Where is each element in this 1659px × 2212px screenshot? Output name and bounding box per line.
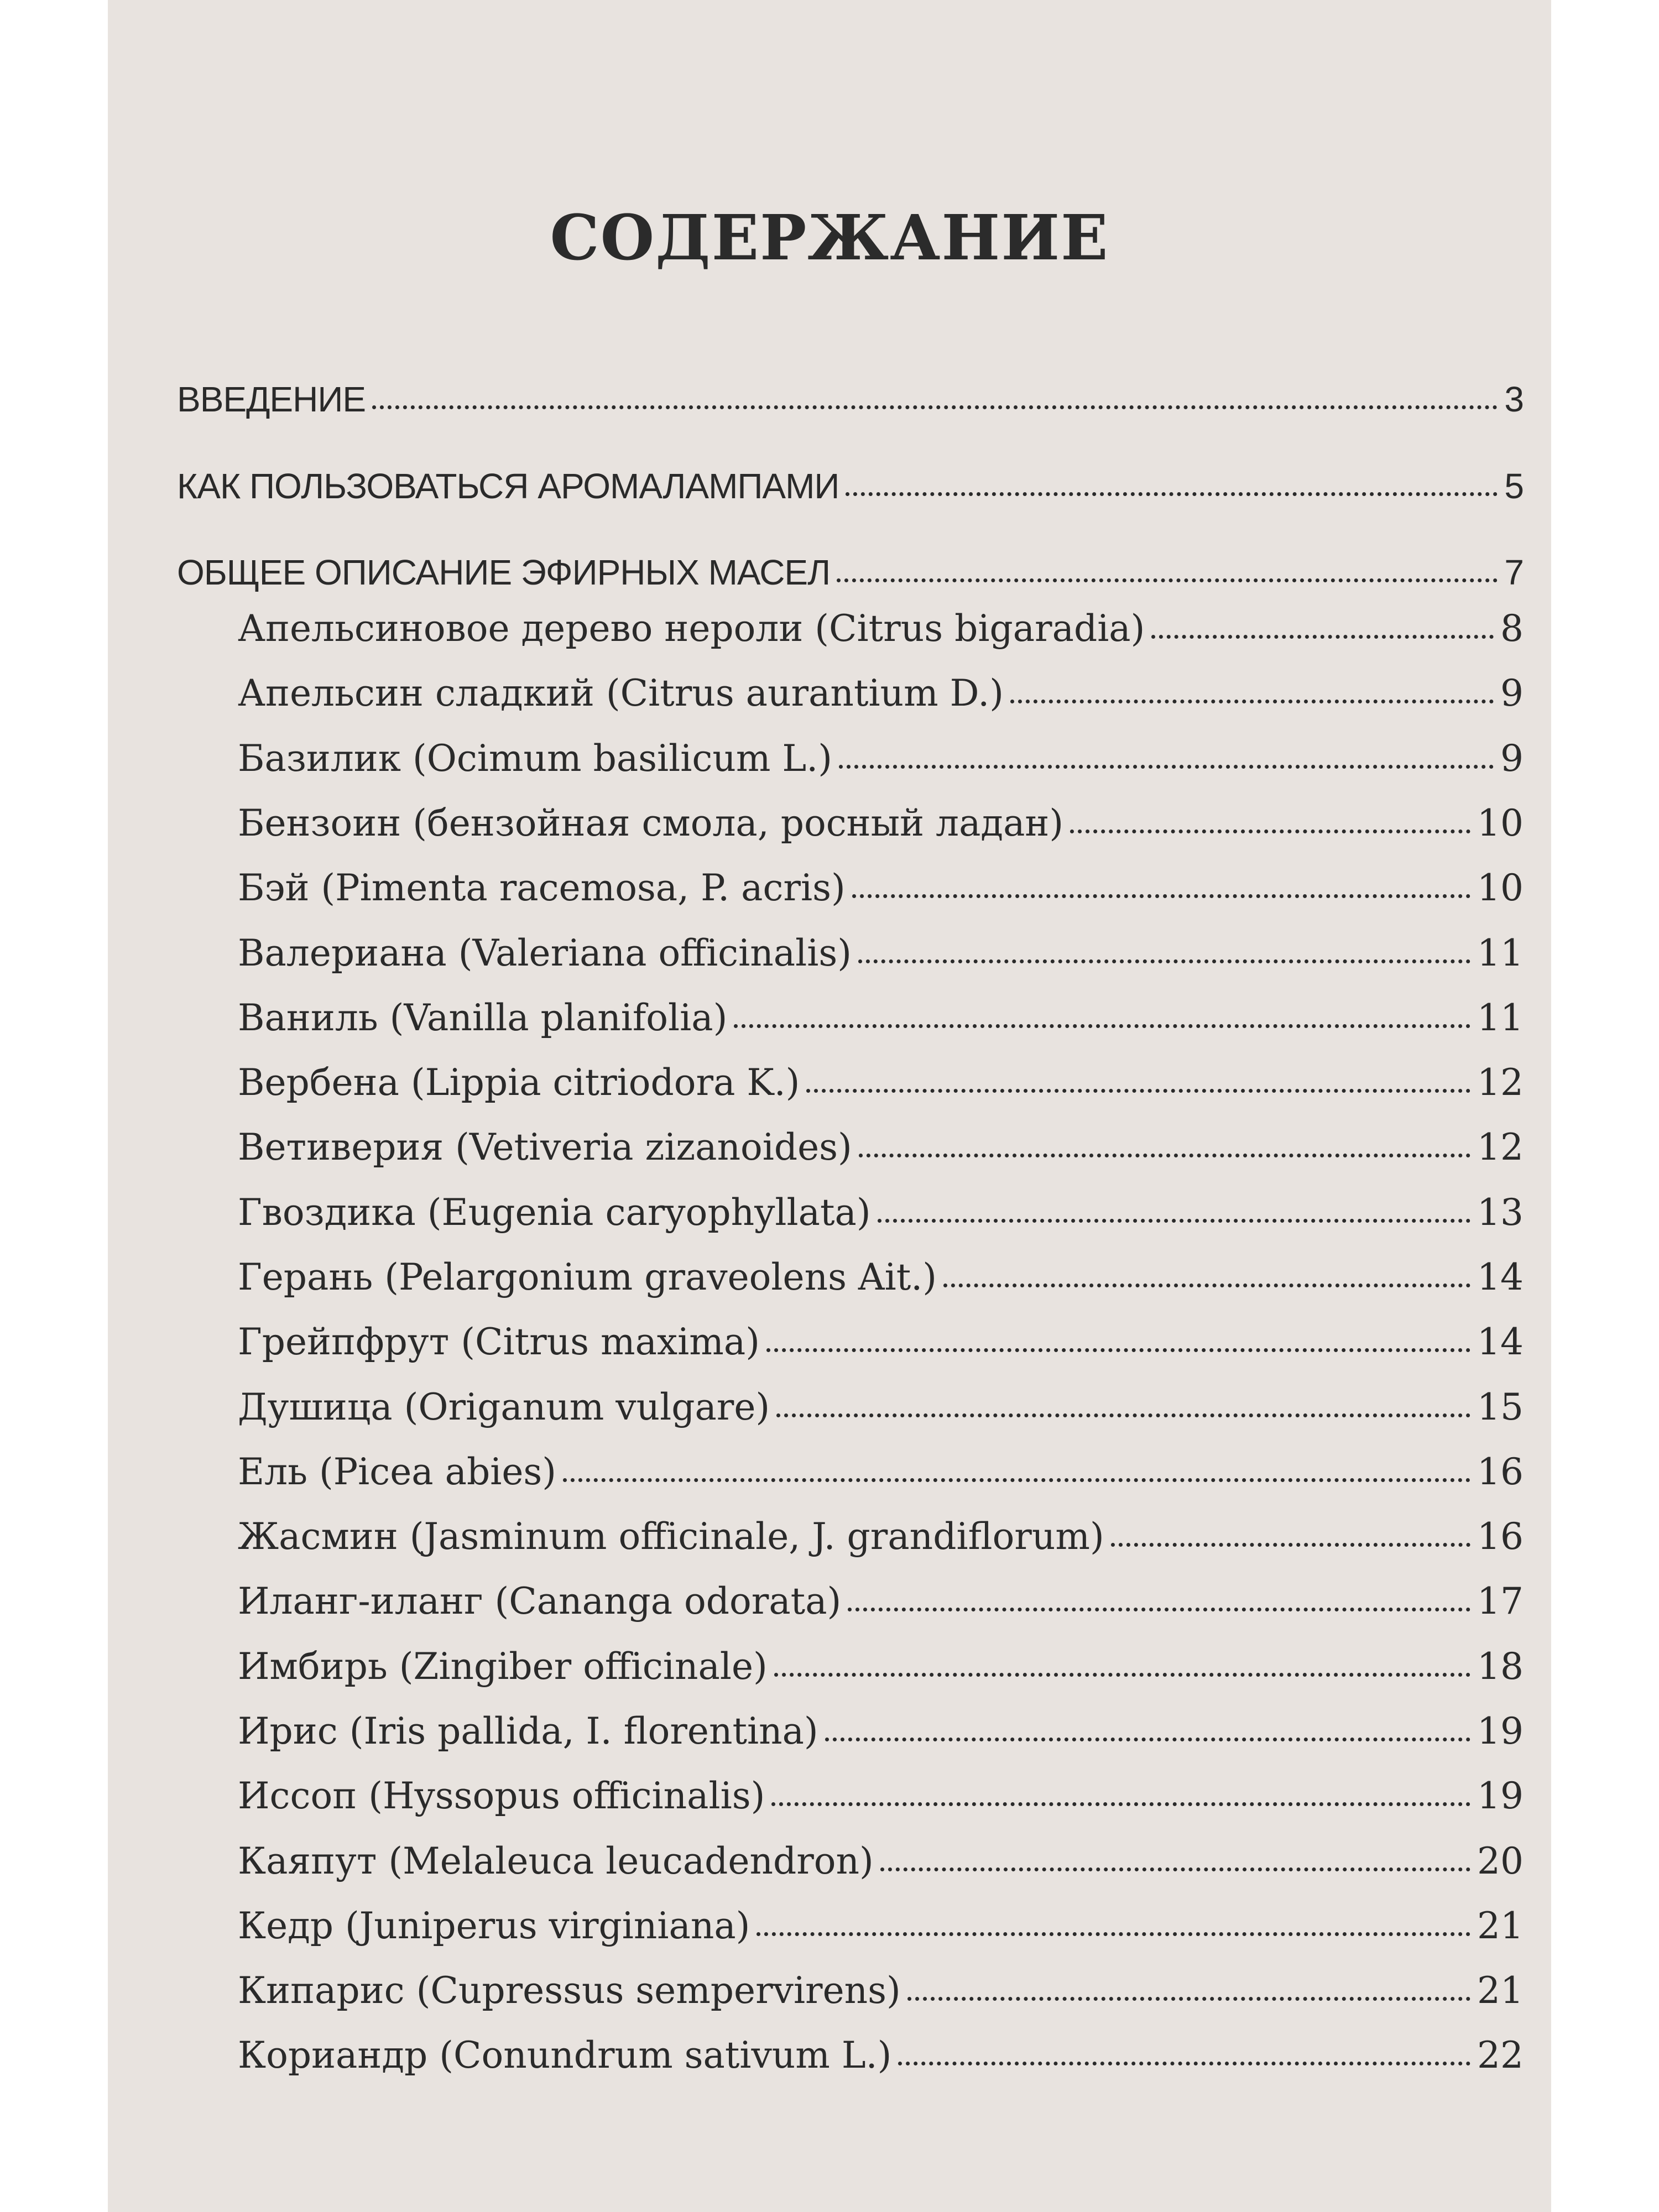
toc-page-number: 11	[1477, 932, 1524, 974]
toc-entry-label: Валериана (Valeriana officinalis)	[238, 932, 852, 974]
toc-entry	[238, 802, 1524, 844]
dot-leader	[859, 1154, 1470, 1157]
toc-entry	[238, 1321, 1524, 1363]
toc-entry-label: Имбирь (Zingiber officinale)	[238, 1645, 768, 1688]
toc-entry	[238, 1515, 1524, 1558]
toc-page-number: 22	[1477, 2034, 1524, 2077]
toc-entry	[238, 1840, 1524, 1882]
toc-page-number: 13	[1477, 1191, 1524, 1234]
toc-page-number: 16	[1477, 1515, 1524, 1558]
dot-leader	[1010, 700, 1494, 703]
toc-entry	[238, 1710, 1524, 1752]
toc-entry	[238, 1451, 1524, 1493]
toc-entry	[238, 2034, 1524, 2077]
toc-page-number: 20	[1477, 1840, 1524, 1882]
toc-section	[177, 552, 1524, 593]
toc-entry-label: Бензоин (бензойная смола, росный ладан)	[238, 802, 1064, 844]
toc-entry	[238, 737, 1524, 780]
toc-entry	[238, 1061, 1524, 1104]
toc-entry-label: Базилик (Ocimum basilicum L.)	[238, 737, 832, 780]
dot-leader	[774, 1673, 1470, 1677]
dot-leader	[771, 1802, 1470, 1806]
dot-leader	[372, 405, 1498, 409]
toc-page-number: 12	[1477, 1061, 1524, 1104]
toc-page-number: 10	[1477, 867, 1524, 909]
toc-entry-label: Герань (Pelargonium graveolens Ait.)	[238, 1256, 937, 1298]
toc-page-number: 19	[1477, 1710, 1524, 1752]
toc-page-number: 9	[1500, 672, 1524, 714]
dot-leader	[858, 959, 1470, 963]
toc-entry-label: Ветиверия (Vetiveria zizanoides)	[238, 1126, 852, 1168]
toc-section	[177, 379, 1524, 420]
dot-leader	[907, 1997, 1470, 2001]
toc-page-number: 10	[1477, 802, 1524, 844]
toc-section-label: ОБЩЕЕ ОПИСАНИЕ ЭФИРНЫХ МАСЕЛ	[177, 552, 831, 592]
dot-leader	[837, 578, 1498, 582]
toc-page-number: 8	[1500, 607, 1524, 650]
toc-entry	[238, 1775, 1524, 1817]
dot-leader	[806, 1089, 1470, 1093]
toc-entry-label: Бэй (Pimenta racemosa, P. acris)	[238, 867, 846, 909]
toc-entry	[238, 1256, 1524, 1298]
page-title: СОДЕРЖАНИЕ	[550, 202, 1109, 274]
dot-leader	[1151, 635, 1494, 639]
dot-leader	[734, 1024, 1470, 1028]
toc-page-number: 14	[1477, 1321, 1524, 1363]
dot-leader	[766, 1348, 1470, 1352]
book-page	[108, 0, 1551, 2212]
toc-page-number: 3	[1504, 379, 1524, 419]
toc-page-number: 16	[1477, 1451, 1524, 1493]
dot-leader	[852, 894, 1470, 898]
toc-entry	[238, 607, 1524, 650]
toc-entry-label: Душица (Origanum vulgare)	[238, 1386, 770, 1428]
toc-entry	[238, 1386, 1524, 1428]
toc-page-number: 7	[1504, 552, 1524, 592]
toc-entry-label: Вербена (Lippia citriodora K.)	[238, 1061, 800, 1104]
dot-leader	[880, 1867, 1470, 1871]
toc-entry	[238, 997, 1524, 1039]
toc-entry-label: Ирис (Iris pallida, I. florentina)	[238, 1710, 818, 1752]
table-of-contents	[108, 0, 1551, 2212]
toc-page-number: 14	[1477, 1256, 1524, 1298]
toc-entry	[238, 1645, 1524, 1688]
toc-section-label: КАК ПОЛЬЗОВАТЬСЯ АРОМАЛАМПАМИ	[177, 466, 839, 506]
toc-entry-label: Апельсин сладкий (Citrus aurantium D.)	[238, 672, 1004, 714]
toc-page-number: 5	[1504, 466, 1524, 506]
toc-page-number: 17	[1477, 1580, 1524, 1623]
dot-leader	[563, 1478, 1470, 1482]
toc-entry	[238, 867, 1524, 909]
toc-entry	[238, 672, 1524, 714]
toc-page-number: 19	[1477, 1775, 1524, 1817]
dot-leader	[839, 765, 1494, 769]
toc-entry-label: Жасмин (Jasminum officinale, J. grandiflorum)	[238, 1515, 1104, 1558]
toc-section-label: ВВЕДЕНИЕ	[177, 379, 366, 419]
toc-entry-label: Апельсиновое дерево нероли (Citrus bigaradia)	[238, 607, 1145, 650]
toc-entry	[238, 932, 1524, 974]
toc-entry-label: Кипарис (Cupressus sempervirens)	[238, 1969, 901, 2012]
toc-entry	[238, 1580, 1524, 1623]
toc-entry-label: Каяпут (Melaleuca leucadendron)	[238, 1840, 874, 1882]
toc-page-number: 21	[1477, 1969, 1524, 2012]
toc-entry	[238, 1126, 1524, 1168]
dot-leader	[757, 1932, 1470, 1936]
toc-entry-label: Гвоздика (Eugenia caryophyllata)	[238, 1191, 871, 1234]
dot-leader	[825, 1738, 1470, 1741]
toc-entry-label: Ель (Picea abies)	[238, 1451, 557, 1493]
toc-page-number: 12	[1477, 1126, 1524, 1168]
dot-leader	[878, 1219, 1470, 1223]
toc-page-number: 15	[1477, 1386, 1524, 1428]
toc-entry-label: Кедр (Juniperus virginiana)	[238, 1905, 750, 1947]
dot-leader	[898, 2062, 1470, 2065]
toc-entry-label: Иссоп (Hyssopus officinalis)	[238, 1775, 765, 1817]
toc-page-number: 18	[1477, 1645, 1524, 1688]
toc-entry-label: Кориандр (Conundrum sativum L.)	[238, 2034, 892, 2077]
toc-page-number: 21	[1477, 1905, 1524, 1947]
toc-section	[177, 466, 1524, 507]
toc-page-number: 11	[1477, 997, 1524, 1039]
dot-leader	[943, 1284, 1470, 1287]
dot-leader	[846, 492, 1498, 496]
toc-entry-label: Ваниль (Vanilla planifolia)	[238, 997, 728, 1039]
toc-page-number: 9	[1500, 737, 1524, 780]
dot-leader	[848, 1608, 1470, 1611]
toc-entry	[238, 1191, 1524, 1234]
toc-entry	[238, 1905, 1524, 1947]
dot-leader	[776, 1413, 1470, 1417]
dot-leader	[1070, 830, 1470, 833]
toc-entry-label: Иланг-иланг (Cananga odorata)	[238, 1580, 842, 1623]
toc-entry	[238, 1969, 1524, 2012]
dot-leader	[1111, 1543, 1470, 1547]
toc-entry-label: Грейпфрут (Citrus maxima)	[238, 1321, 760, 1363]
